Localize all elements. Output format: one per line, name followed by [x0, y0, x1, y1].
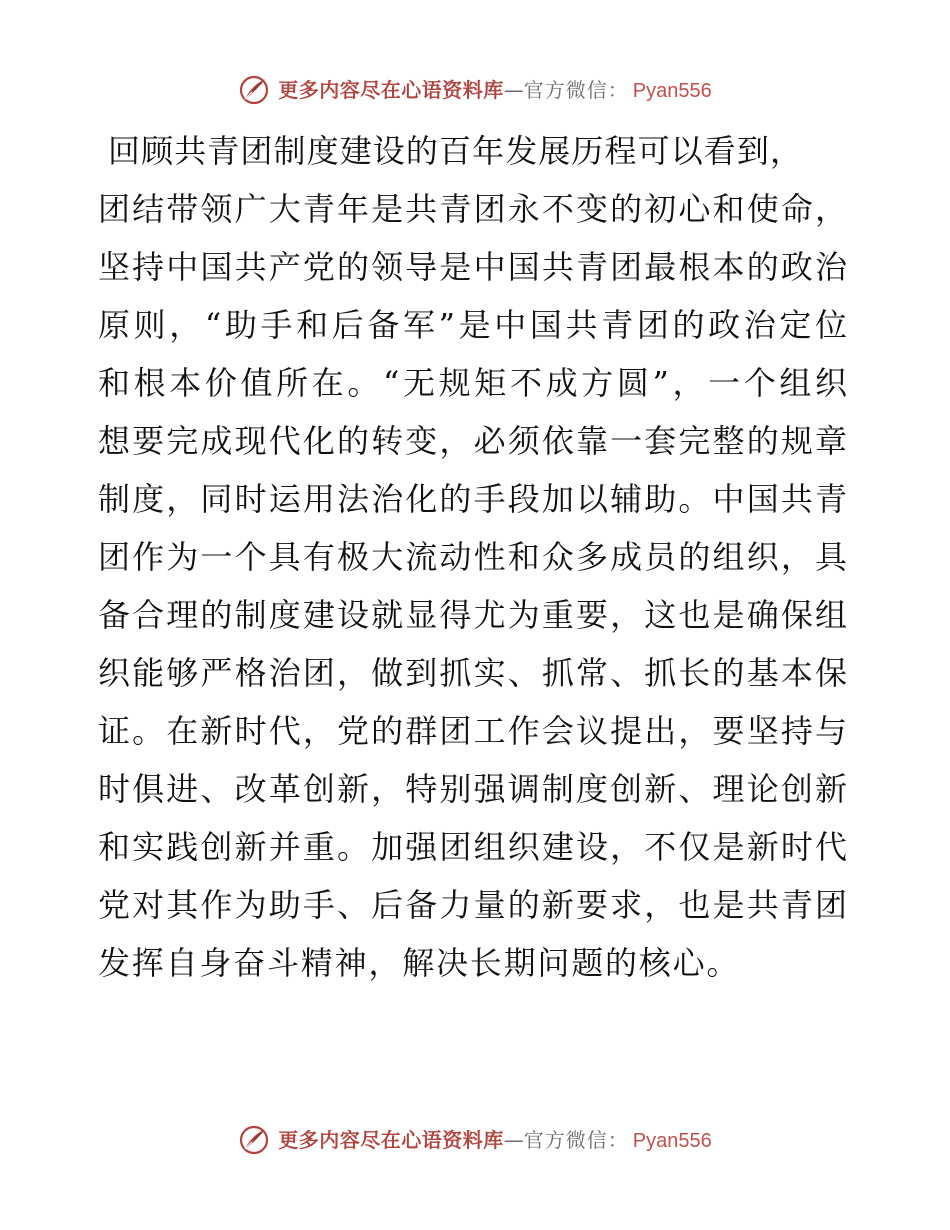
- watermark-site-name: 更多内容尽在心语资料库: [278, 77, 504, 102]
- footer-watermark: [0, 1118, 950, 1162]
- paragraph-line: 原则，“助手和后备军”是中国共青团的政治定位: [98, 306, 848, 344]
- watermark-text: [278, 77, 712, 102]
- paragraph-line: 备合理的制度建设就显得尤为重要，这也是确保组: [98, 596, 848, 634]
- paragraph-line: 回顾共青团制度建设的百年发展历程可以看到，: [108, 132, 803, 170]
- paragraph-line: 和实践创新并重。加强团组织建设，不仅是新时代: [98, 828, 848, 866]
- watermark-dash: —: [503, 1127, 524, 1152]
- paragraph-line: 和根本价值所在。“无规矩不成方圆”，一个组织: [98, 364, 848, 402]
- watermark-site-name: 更多内容尽在心语资料库: [278, 1127, 504, 1152]
- paragraph-line: 证。在新时代，党的群团工作会议提出，要坚持与: [98, 712, 848, 750]
- paragraph-line: 党对其作为助手、后备力量的新要求，也是共青团: [98, 886, 848, 924]
- watermark-text: [278, 1127, 712, 1152]
- watermark-wechat-id: Pyan556: [632, 1129, 712, 1152]
- paragraph-line: 团结带领广大青年是共青团永不变的初心和使命，: [98, 190, 848, 228]
- paragraph-line: 想要完成现代化的转变，必须依靠一套完整的规章: [98, 422, 848, 460]
- watermark-wechat-id: Pyan556: [632, 79, 712, 102]
- paragraph-line: 团作为一个具有极大流动性和众多成员的组织，具: [98, 538, 848, 576]
- paragraph-line: 制度，同时运用法治化的手段加以辅助。中国共青: [98, 480, 848, 518]
- paragraph-line: 发挥自身奋斗精神，解决长期问题的核心。: [98, 944, 741, 982]
- watermark-official-label: 官方微信：: [523, 77, 629, 102]
- watermark-dash: —: [503, 77, 524, 102]
- document-body: [98, 122, 848, 992]
- feather-pen-logo-icon: [238, 74, 270, 106]
- watermark-official-label: 官方微信：: [523, 1127, 629, 1152]
- paragraph-line: 时俱进、改革创新，特别强调制度创新、理论创新: [98, 770, 848, 808]
- feather-pen-logo-icon: [238, 1124, 270, 1156]
- paragraph-line: 织能够严格治团，做到抓实、抓常、抓长的基本保: [98, 654, 848, 692]
- header-watermark: [0, 68, 950, 112]
- paragraph-line: 坚持中国共产党的领导是中国共青团最根本的政治: [98, 248, 848, 286]
